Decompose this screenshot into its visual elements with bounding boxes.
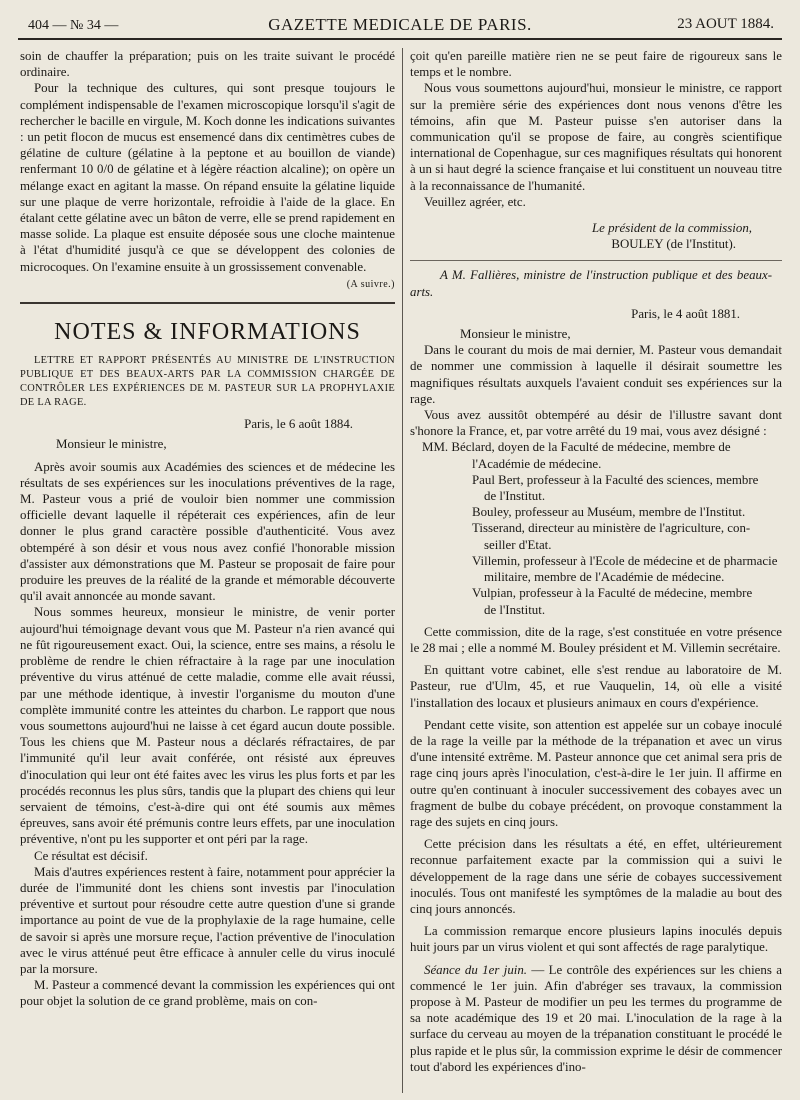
paragraph: Dans le courant du mois de mai dernier, M. Pasteur vous demandait de nommer une commission à laquelle il désirait soumettre les magnifiques résultats auxquels l'avaient conduit ses expériences sur la rage. bbox=[410, 343, 782, 406]
signoff: Le président de la commission, bbox=[591, 221, 752, 236]
signer: BOULEY (de l'Institut). bbox=[611, 237, 736, 252]
paragraph: Mais d'autres expériences restent à faire, notamment pour apprécier la durée de l'immunité dont les chiens sont investis par l'inoculation préventive et surtout pour résoudre cette autre question d'une si grande importance au point de vue de la prophylaxie de la rage humaine, celle de savoir si après une morsure reçue, l'action préventive de l'inoculation avec le virus atténué peut être efficace à annuler celle du virus inoculé par la morsure. bbox=[20, 864, 395, 976]
page-number: 404 — № 34 — bbox=[28, 18, 119, 33]
member-entry: Paul Bert, professeur à la Faculté des sciences, membre de l'Institut. bbox=[472, 472, 759, 504]
seance-text: — Le contrôle des expériences sur les chiens a commencé le 1er juin. Afin d'abréger ses travaux, la commission propose à M. Pasteur de modifier un peu les termes du programme de sa note académique des 19 et 20 mai. L'inoculation de la rage à la surface du cerveau au moyen de la trépanation constituant le procédé le plus rapide et le plus sûr, la commission exprime le désir de commencer tout d'abord les expériences d'ino- bbox=[410, 962, 782, 1074]
seance-paragraph bbox=[410, 962, 782, 1075]
paragraph: Pendant cette visite, son attention est appelée sur un cobaye inoculé de la rage la veille par la méthode de la trépanation et avec un virus d'une intensité extrême. M. Pasteur annonce que cet animal sera pris de rage cinq jours après l'inoculation, c'est-à-dire le 1er juin. Il affirme en outre qu'en continuant à inoculer successivement des cobayes avec un fragment de bulbe du cobaye précédent, on provoque constamment la rage des sujets en cinq jours. bbox=[410, 717, 782, 829]
member-entry: Vulpian, professeur à la Faculté de médecine, membre de l'Institut. bbox=[472, 586, 753, 617]
dateline: Paris, le 4 août 1881. bbox=[631, 306, 740, 321]
paragraph: Après avoir soumis aux Académies des sciences et de médecine les résultats de ses expériences sur les inoculations préventives de la rage, M. Pasteur vous a prié de vouloir bien nommer une commission officielle devant laquelle il répéterait ces expériences, afin de leur donner le plus grand caractère possible d'authenticité. Vous avez obtempéré à son désir et vous nous avez confié l'honorable mission d'assister aux démonstrations que M. Pasteur se proposait de faire pour produire les preuves de la réalité de la grande et mémorable découverte qu'il avait annoncée au monde savant. bbox=[20, 459, 395, 604]
paragraph: Ce résultat est décisif. bbox=[34, 848, 148, 863]
section-divider bbox=[20, 302, 395, 304]
left-column bbox=[20, 48, 395, 1093]
right-column bbox=[410, 48, 782, 1093]
paragraph: En quittant votre cabinet, elle s'est rendue au laboratoire de M. Pasteur, rue d'Ulm, 45, et rue Vauquelin, 14, où elle a visité l'installation des locaux et plusieurs animaux en cours d'expérience. bbox=[410, 663, 782, 710]
paragraph: Vous avez aussitôt obtempéré au désir de l'illustre savant dont s'honore la France, et, par votre arrêté du 19 mai, vous avez désigné : bbox=[410, 408, 782, 439]
paragraph: La commission remarque encore plusieurs lapins inoculés depuis huit jours par un virus violent et qui sont affectés de rage paralytique. bbox=[410, 924, 782, 955]
paragraph: M. Pasteur a commencé devant la commission les expériences qui ont pour objet la solution de ce grand problème, mais on con- bbox=[20, 978, 395, 1009]
paragraph: Nous vous soumettons aujourd'hui, monsieur le ministre, ce rapport sur la première série des expériences dont nous venons d'être les témoins, afin que M. Pasteur puisse s'en autoriser dans la communication qu'il se propose de faire, au congrès scientifique international de Copenhague, sur ces magnifiques résultats qui honorent à un si haut degré la science française et lui constituent un nouveau titre à la reconnaissance de l'humanité. bbox=[410, 81, 782, 193]
divider bbox=[410, 260, 782, 261]
commission-members bbox=[410, 439, 782, 617]
to-be-continued: (A suivre.) bbox=[346, 278, 395, 290]
member-entry: Bouley, professeur au Muséum, membre de l'Institut. bbox=[472, 505, 746, 520]
paragraph: soin de chauffer la préparation; puis on les traite suivant le procédé ordinaire. bbox=[20, 49, 395, 80]
salutation: Monsieur le ministre, bbox=[56, 437, 167, 452]
page-header bbox=[18, 12, 782, 40]
paragraph: Veuillez agréer, etc. bbox=[424, 194, 526, 209]
paragraph: Cette précision dans les résultats a été, en effet, ultérieurement reconnue parfaitement exacte par la commission qui a suivi le développement de la rage dans une série de cobayes successivement inoculés. Tous ont manifesté les symptômes de la maladie au bout des cinq jours annoncés. bbox=[410, 837, 782, 916]
seance-label: Séance du 1er juin. bbox=[424, 962, 528, 977]
article-caption: LETTRE ET RAPPORT PRÉSENTÉS AU MINISTRE DE L'INSTRUCTION PUBLIQUE ET DES BEAUX-ARTS PAR LA COMMISSION CHARGÉE DE CONTRÔLER LES EXPÉRIENCES DE M. PASTEUR SUR LA PROPHYLAXIE DE LA RAGE. bbox=[20, 355, 395, 409]
column-divider bbox=[402, 48, 403, 1093]
section-title: NOTES & INFORMATIONS bbox=[54, 319, 361, 346]
member-entry: MM. Béclard, doyen de la Faculté de médecine, membre de l'Académie de médecine. bbox=[422, 440, 731, 471]
paragraph: Cette commission, dite de la rage, s'est constituée en votre présence le 28 mai ; elle a nommé M. Bouley président et M. Villemin secrétaire. bbox=[410, 624, 782, 655]
paragraph: çoit qu'en pareille matière rien ne se peut faire de rigoureux sans le temps et le nombre. bbox=[410, 49, 782, 80]
paragraph: Pour la technique des cultures, qui sont presque toujours le complément indispensable de l'examen microscopique lorsqu'il s'agit de rechercher le bacille en virgule, M. Koch donne les indications suivantes : un petit flocon de mucus est ensemencé dans dix centimètres cubes de gélatine de culture (gélatine à la peptone et au bouillon de viande) renfermant 10 0/0 de gélatine et à légère réaction alcaline); on opère un mélange exact en agitant la masse. On répand ensuite la gélatine liquide sur une plaque de verre horizontale, refroidie à l'aide de la glace. En étalant cette gélatine avec un bâton de verre, elle se prend rapidement en masse solide. La plaque est ensuite déposée sous une cloche maintenue à l'état d'humidité jusqu'à ce que se développent des colonies de microcoques. On l'examine ensuite à un grossissement convenable. bbox=[20, 81, 395, 274]
member-entry: Tisserand, directeur au ministère de l'agriculture, con- seiller d'Etat. bbox=[472, 521, 751, 552]
salutation: Monsieur le ministre, bbox=[460, 327, 571, 342]
addressee: A M. Fallières, ministre de l'instruction publique et des beaux-arts. bbox=[410, 268, 772, 299]
dateline: Paris, le 6 août 1884. bbox=[244, 417, 353, 432]
member-entry: Villemin, professeur à l'Ecole de médecine et de pharmacie militaire, membre de l'Académie de médecine. bbox=[472, 553, 778, 585]
paragraph: Nous sommes heureux, monsieur le ministre, de venir porter aujourd'hui témoignage devant vous que M. Pasteur n'a rien avancé qui ne fût rigoureusement exact. Oui, la science, entre ses mains, a résolu le problème de rendre le chien réfractaire à la rage par une inoculation préventive du virus atténué de cette maladie, comme elle avait réussi, par une méthode identique, à investir l'organisme du mouton d'une complète immunité contre les atteintes du charbon. Le rapport que nous vous soumettons aujourd'hui ne laisse à cet égard aucun doute possible. Tous les chiens que M. Pasteur nous a déclarés réfractaires, de par l'immunité qu'il leur avait conférée, ont résisté aux épreuves d'inoculation qui leur ont été faites avec les virus les plus forts et par les procédés reconnus les plus sûrs, tandis que la plupart des chiens qui leur servaient de témoins, c'est-à-dire qui ont été soumis aux mêmes épreuves, sans avoir été prémunis contre leurs effets, par une inoculation préventive, n'ont pu les supporter et ont péri par la rage. bbox=[20, 605, 395, 847]
journal-title: GAZETTE MEDICALE DE PARIS. bbox=[268, 15, 532, 34]
issue-date: 23 AOUT 1884. bbox=[677, 16, 774, 32]
